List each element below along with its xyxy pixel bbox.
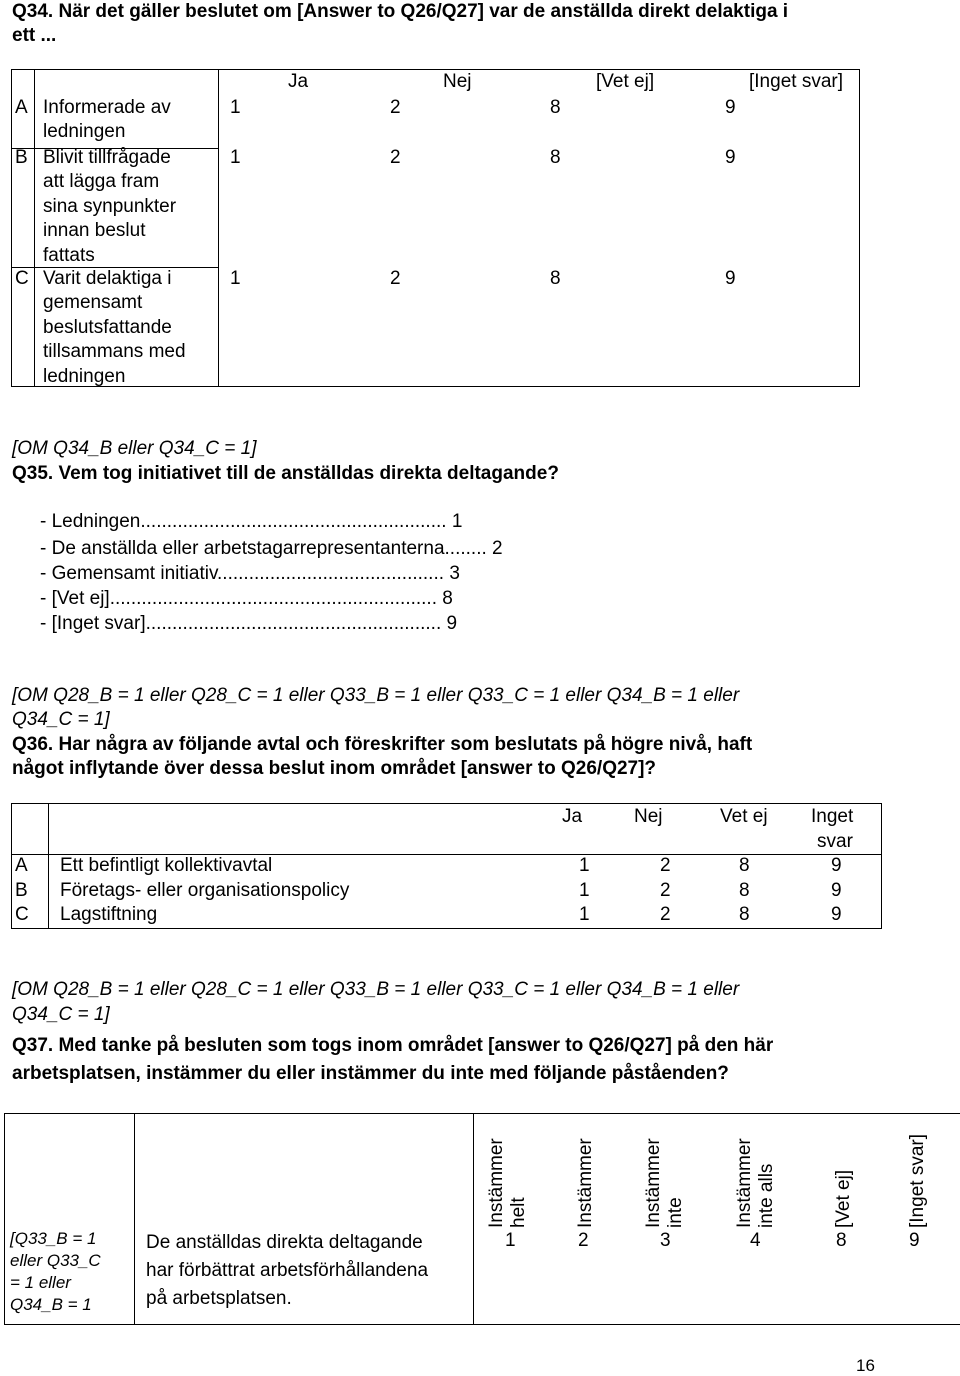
q34-row-c-code-vet-ej[interactable]: 8 [550,268,561,289]
q34-row-b-code-nej[interactable]: 2 [390,147,401,168]
q34-row-a-code-ja[interactable]: 1 [230,97,241,118]
q37-code-vet-ej[interactable]: 8 [836,1230,847,1251]
q37-code-instammer-helt[interactable]: 1 [505,1230,516,1251]
header-line2: inte alls [756,1163,777,1228]
q37-code-instammer[interactable]: 2 [578,1230,589,1251]
q37-title-line2: arbetsplatsen, instämmer du eller instämmer du inte med följande påståenden? [12,1063,729,1084]
q37-header-vet-ej [833,1170,855,1228]
q37-header-inget-svar [907,1134,929,1228]
q36-row-a-code-nej[interactable]: 2 [660,855,671,876]
option-label: - De anställda eller arbetstagarrepresentanterna [40,538,445,559]
q36-row-c-code-vet-ej[interactable]: 8 [739,904,750,925]
q37-code-instammer-inte-alls[interactable]: 4 [750,1230,761,1251]
q36-header-ja: Ja [562,806,583,827]
q36-row-c-code-inget-svar[interactable]: 9 [831,904,842,925]
q35-option-1[interactable] [40,510,462,534]
q37-code-instammer-inte[interactable]: 3 [660,1230,671,1251]
q35-option-8[interactable] [40,587,453,611]
q36-row-b-code-nej[interactable]: 2 [660,880,671,901]
header-line1: Instämmer [486,1138,507,1228]
option-dots: ........................................... [217,563,445,584]
q36-filter-line1: [OM Q28_B = 1 eller Q28_C = 1 eller Q33_B = 1 eller Q33_C = 1 eller Q34_B = 1 eller [12,685,740,706]
q36-header-inget: Inget [811,806,854,827]
q34-row-c-code-ja[interactable]: 1 [230,268,241,289]
q34-header-ja: Ja [288,71,309,92]
q36-row-b-code-inget-svar[interactable]: 9 [831,880,842,901]
q34-title-line2: ett ... [12,25,57,46]
q34-row-c-code-inget-svar[interactable]: 9 [725,268,736,289]
q37-filter-line1: [OM Q28_B = 1 eller Q28_C = 1 eller Q33_B = 1 eller Q33_C = 1 eller Q34_B = 1 eller [12,979,740,1000]
option-label: - [Inget svar] [40,613,146,634]
header-line2: inte [665,1197,686,1228]
q34-table [11,69,860,387]
q36-row-b-letter: B [15,880,28,901]
header-line1: [Vet ej] [833,1169,854,1228]
q36-row-c-code-nej[interactable]: 2 [660,904,671,925]
q34-row-c-letter: C [15,268,29,289]
q37-table [4,1113,960,1325]
q34-row-b-code-inget-svar[interactable]: 9 [725,147,736,168]
q34-row-a-code-inget-svar[interactable]: 9 [725,97,736,118]
q34-row-a-code-vet-ej[interactable]: 8 [550,97,561,118]
q36-title-line2: något inflytande över dessa beslut inom området [answer to Q26/Q27]? [12,758,657,779]
q34-row-c-code-nej[interactable]: 2 [390,268,401,289]
q36-row-b-code-ja[interactable]: 1 [579,880,590,901]
q37-code-inget-svar[interactable]: 9 [909,1230,920,1251]
option-dots: .............................................................. [109,588,437,609]
option-code: 1 [451,511,463,532]
q35-option-2[interactable] [40,537,503,561]
q34-row-b-code-ja[interactable]: 1 [230,147,241,168]
q36-row-a-code-vet-ej[interactable]: 8 [739,855,750,876]
q34-row-b-code-vet-ej[interactable]: 8 [550,147,561,168]
option-label: - [Vet ej] [40,588,110,609]
q36-table [11,803,882,929]
q35-title: Q35. Vem tog initiativet till de anställdas direkta deltagande? [12,463,559,484]
q34-row-a-letter: A [15,97,28,118]
header-line1: Instämmer [734,1138,755,1228]
q36-header-vet-ej: Vet ej [720,806,768,827]
q36-row-a-label: Ett befintligt kollektivavtal [60,855,273,876]
q34-title-line1: Q34. När det gäller beslutet om [Answer to Q26/Q27] var de anställda direkt delaktiga i [12,1,789,22]
option-label: - Gemensamt initiativ [40,563,218,584]
q34-header-inget-svar: [Inget svar] [749,71,843,92]
q37-row-label: De anställdas direkta deltagande har förbättrat arbetsförhållandena på arbetsplatsen. [146,1232,429,1309]
option-label: - Ledningen [40,511,141,532]
option-code: 8 [442,588,453,609]
q37-header-instammer [575,1138,597,1228]
header-line1: Instämmer [575,1138,596,1228]
option-code: 3 [449,563,460,584]
q34-row-b-label: Blivit tillfrågade att lägga fram sina synpunkter innan beslut fattats [43,147,177,266]
q35-filter: [OM Q34_B eller Q34_C = 1] [12,438,257,459]
q36-row-a-code-inget-svar[interactable]: 9 [831,855,842,876]
option-dots: ........ [444,538,487,559]
q37-header-instammer-inte [643,1138,687,1228]
q36-row-a-code-ja[interactable]: 1 [579,855,590,876]
q36-title-line1: Q36. Har några av följande avtal och föreskrifter som beslutats på högre nivå, haft [12,734,753,755]
q36-row-b-label: Företags- eller organisationspolicy [60,880,350,901]
option-dots: ........................................................ [145,613,442,634]
option-dots: .......................................................... [140,511,447,532]
header-line1: [Inget svar] [907,1134,928,1228]
q34-header-vet-ej: [Vet ej] [596,71,655,92]
q34-row-a-code-nej[interactable]: 2 [390,97,401,118]
q34-row-a-label: Informerade av ledningen [43,97,171,143]
option-code: 2 [492,538,503,559]
q35-option-3[interactable] [40,562,460,586]
q36-row-c-letter: C [15,904,29,925]
q36-row-a-letter: A [15,855,28,876]
q34-header-nej: Nej [443,71,472,92]
q36-row-c-code-ja[interactable]: 1 [579,904,590,925]
q37-filter-line2: Q34_C = 1] [12,1004,110,1025]
header-line1: Instämmer [643,1138,664,1228]
q36-row-c-label: Lagstiftning [60,904,158,925]
q37-header-instammer-inte-alls [734,1138,778,1228]
option-code: 9 [446,613,458,634]
q37-title-line1: Q37. Med tanke på besluten som togs inom området [answer to Q26/Q27] på den här [12,1035,774,1056]
page-number: 16 [856,1356,875,1375]
q35-option-9[interactable] [40,612,457,636]
q34-row-b-letter: B [15,147,28,168]
q37-row-filter: [Q33_B = 1 eller Q33_C = 1 eller Q34_B = 1 [10,1229,101,1314]
q37-header-instammer-helt [486,1138,530,1228]
q36-header-svar: svar [817,831,853,852]
header-line2: helt [508,1197,529,1228]
q36-filter-line2: Q34_C = 1] [12,709,110,730]
q36-header-nej: Nej [634,806,663,827]
q36-row-b-code-vet-ej[interactable]: 8 [739,880,750,901]
q34-row-c-label: Varit delaktiga i gemensamt beslutsfattande tillsammans med ledningen [43,268,186,387]
